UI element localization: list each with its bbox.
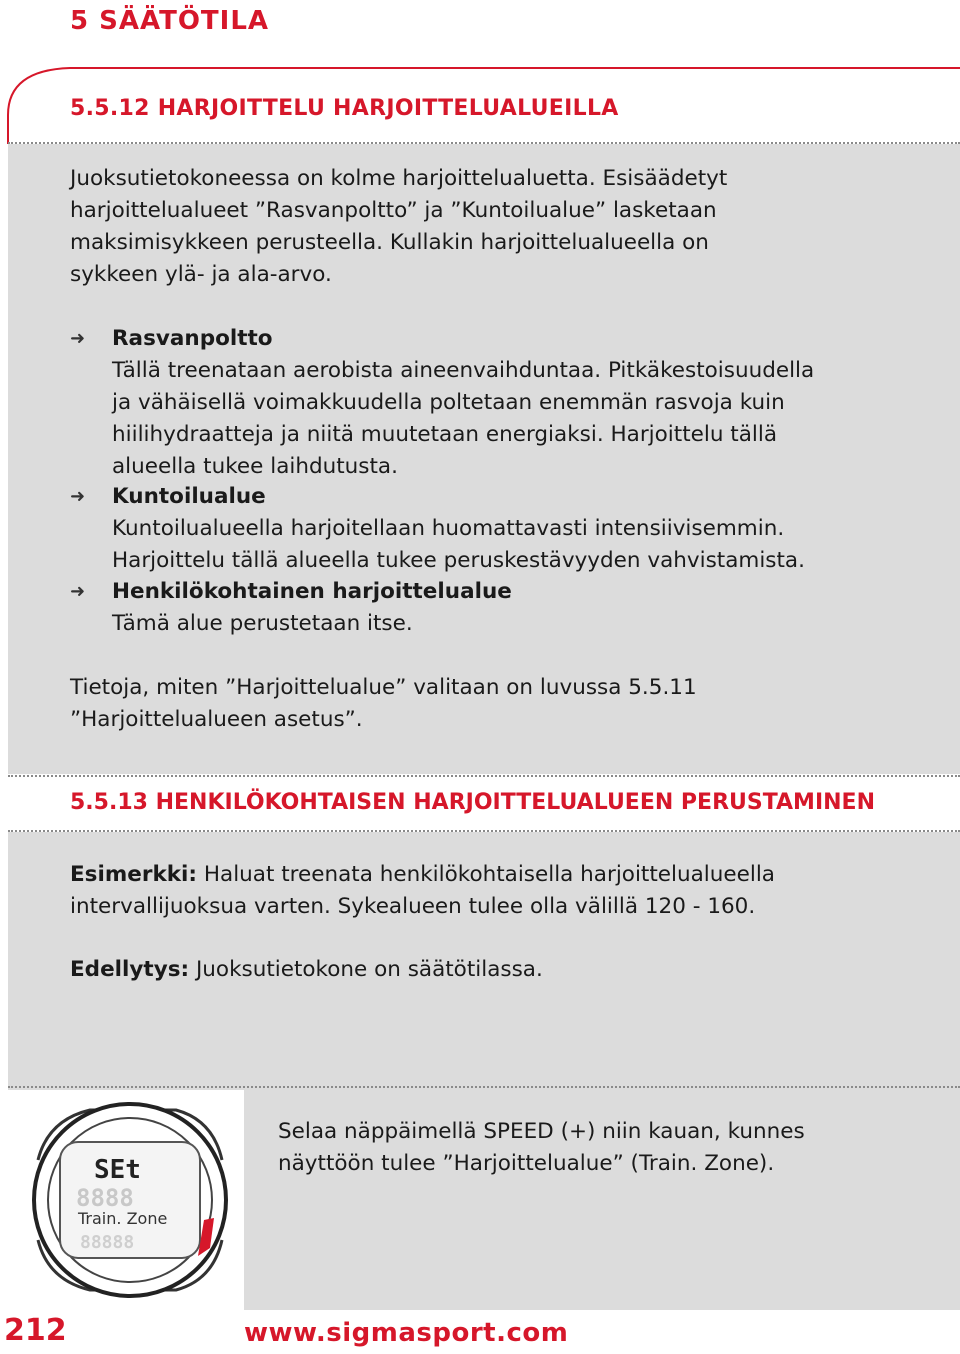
example-text: Haluat treenata henkilökohtaisella harjoittelualueella: [197, 862, 775, 887]
list-item-line: hiilihydraatteja ja niitä muutetaan energiaksi. Harjoittelu tällä: [112, 422, 778, 447]
intro-line: maksimisykkeen perusteella. Kullakin harjoittelualueella on: [70, 230, 709, 255]
list-item-line: Harjoittelu tällä alueella tukee peruskestävyyden vahvistamista.: [112, 548, 805, 573]
list-item-line: Tällä treenataan aerobista aineenvaihduntaa. Pitkäkestoisuudella: [112, 358, 815, 383]
example-label: Esimerkki:: [70, 862, 198, 887]
outro-paragraph: [70, 672, 930, 736]
prerequisite-text: Juoksutietokone on säätötilassa.: [189, 957, 543, 982]
step-instruction: [278, 1116, 938, 1180]
intro-line: sykkeen ylä- ja ala-arvo.: [70, 262, 332, 287]
intro-line: Juoksutietokoneessa on kolme harjoittelualuetta. Esisäädetyt: [70, 166, 728, 191]
arrow-right-icon: ➜: [70, 581, 86, 602]
divider: [8, 775, 960, 777]
svg-text:88888: 88888: [80, 1232, 135, 1253]
list-item-heading: Kuntoilualue: [112, 484, 266, 509]
step-line: Selaa näppäimellä SPEED (+) niin kauan, kunnes: [278, 1119, 805, 1144]
watch-zone-text: Train. Zone: [78, 1209, 168, 1228]
section-title: 5.5.12 HARJOITTELU HARJOITTELUALUEILLA: [70, 96, 619, 121]
watch-illustration: [8, 1090, 244, 1310]
section-title: 5.5.13 HENKILÖKOHTAISEN HARJOITTELUALUEEN PERUSTAMINEN: [70, 790, 875, 815]
step-line: näyttöön tulee ”Harjoittelualue” (Train. Zone).: [278, 1151, 775, 1176]
intro-line: harjoittelualueet ”Rasvanpoltto” ja ”Kuntoilualue” lasketaan: [70, 198, 717, 223]
list-item-line: alueella tukee laihdutusta.: [112, 454, 398, 479]
example-paragraph: [70, 859, 930, 923]
watch-digits: 8888: [76, 1184, 134, 1212]
page-number: 212: [4, 1313, 67, 1348]
list-item-heading: Rasvanpoltto: [112, 326, 273, 351]
watch-icon: [8, 1090, 244, 1310]
list-item-heading: Henkilökohtainen harjoittelualue: [112, 579, 512, 604]
outro-line: ”Harjoittelualueen asetus”.: [70, 707, 363, 732]
prerequisite-label: Edellytys:: [70, 957, 190, 982]
website-link[interactable]: www.sigmasport.com: [244, 1318, 569, 1348]
intro-paragraph: [70, 163, 890, 291]
outro-line: Tietoja, miten ”Harjoittelualue” valitaan on luvussa 5.5.11: [70, 675, 697, 700]
example-text: intervallijuoksua varten. Sykealueen tulee olla välillä 120 - 160.: [70, 894, 756, 919]
list-item-line: ja vähäisellä voimakkuudella poltetaan enemmän rasvoja kuin: [112, 390, 785, 415]
arrow-right-icon: ➜: [70, 328, 86, 349]
watch-top-text: SEt: [94, 1155, 141, 1185]
divider: [8, 142, 960, 144]
arrow-right-icon: ➜: [70, 486, 86, 507]
chapter-title: 5 SÄÄTÖTILA: [70, 6, 270, 36]
prerequisite-paragraph: [70, 954, 930, 986]
list-item-line: Tämä alue perustetaan itse.: [112, 611, 413, 636]
list-item-line: Kuntoilualueella harjoitellaan huomattavasti intensiivisemmin.: [112, 516, 785, 541]
